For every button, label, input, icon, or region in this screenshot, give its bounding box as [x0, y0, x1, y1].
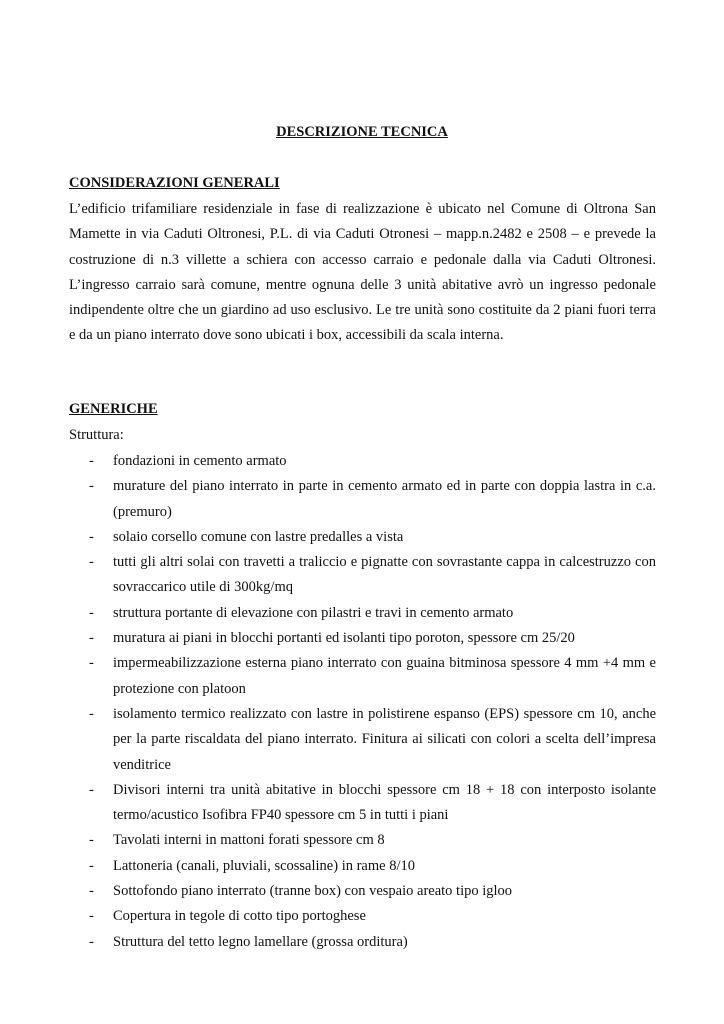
bullet-marker: - — [89, 604, 94, 621]
bullet-marker: - — [89, 883, 94, 900]
structure-bullet-list — [69, 449, 656, 955]
bullet-marker: - — [89, 528, 94, 545]
intro-paragraph: L’edificio trifamiliare residenziale in fase di realizzazione è ubicato nel Comune di Oltrona San Mamette in via Caduti Oltronesi, P.L. di via Caduti Otronesi – mapp.n.2482 e 2508 – e prevede la costruzione di n.3 villette a schiera con accesso carraio e pedonale dalla via Caduti Oltronesi. L’ingresso carraio sarà comune, mentre ognuna delle 3 unità abitative avrò un ingresso pedonale indipendente oltre che un giardino ad uso esclusivo. Le tre unità sono costituite da 2 piani fuori terra e da un piano interrato dove sono ubicati i box, accessibili da scala interna. — [69, 201, 656, 344]
bullet-marker: - — [89, 478, 94, 495]
bullet-marker: - — [89, 908, 94, 925]
list-item-text: Struttura del tetto legno lamellare (grossa orditura) — [113, 933, 408, 950]
list-item-text: Tavolati interni in mattoni forati spessore cm 8 — [113, 832, 385, 849]
section-heading-considerazioni-generali: CONSIDERAZIONI GENERALI — [69, 175, 280, 191]
bullet-marker: - — [89, 453, 94, 469]
list-item-text: Copertura in tegole di cotto tipo portoghese — [113, 908, 366, 925]
list-item — [69, 702, 656, 778]
list-item-text: isolamento termico realizzato con lastre in polistirene espanso (EPS) spessore cm 10, anche per la parte riscaldata del piano interrato. Finitura ai silicati con colori a scelta dell’impresa venditrice — [113, 705, 656, 773]
bullet-marker: - — [89, 857, 94, 874]
list-item — [69, 879, 656, 904]
list-item-text: Lattoneria (canali, pluviali, scossaline) in rame 8/10 — [113, 857, 415, 874]
list-item-text: Divisori interni tra unità abitative in blocchi spessore cm 18 + 18 con interposto isolante termo/acustico Isofibra FP40 spessore cm 5 in tutti i piani — [113, 781, 656, 824]
list-item-text: fondazioni in cemento armato — [113, 453, 287, 469]
list-item — [69, 778, 656, 829]
list-item — [69, 930, 656, 955]
list-item-text: solaio corsello comune con lastre predalles a vista — [113, 528, 404, 545]
list-item — [69, 449, 656, 474]
subheading-struttura: Struttura: — [69, 427, 124, 443]
bullet-marker: - — [89, 832, 94, 849]
list-item-text: impermeabilizzazione esterna piano interrato con guaina bitminosa spessore 4 mm +4 mm e protezione con platoon — [113, 655, 656, 697]
list-item-text: Sottofondo piano interrato (tranne box) con vespaio areato tipo igloo — [113, 883, 513, 900]
bullet-marker: - — [89, 554, 94, 571]
section-heading-generiche: GENERICHE — [69, 401, 158, 417]
list-item — [69, 626, 656, 651]
bullet-marker: - — [89, 933, 94, 950]
list-item-text: muratura ai piani in blocchi portanti ed isolanti tipo poroton, spessore cm 25/20 — [113, 630, 575, 647]
list-item — [69, 651, 656, 702]
list-item — [69, 474, 656, 525]
list-item — [69, 601, 656, 626]
list-item — [69, 904, 656, 929]
list-item-text: murature del piano interrato in parte in cemento armato ed in parte con doppia lastra in c.a. (premuro) — [113, 478, 656, 520]
list-item — [69, 854, 656, 879]
document-title: DESCRIZIONE TECNICA — [276, 124, 448, 140]
list-item — [69, 525, 656, 550]
bullet-marker: - — [89, 655, 94, 672]
list-item-text: struttura portante di elevazione con pilastri e travi in cemento armato — [113, 604, 514, 621]
list-item-text: tutti gli altri solai con travetti a traliccio e pignatte con sovrastante cappa in calcestruzzo con sovraccarico utile di 300kg/mq — [113, 554, 656, 596]
list-item — [69, 828, 656, 853]
bullet-marker: - — [89, 781, 94, 798]
bullet-marker: - — [89, 705, 94, 722]
list-item — [69, 550, 656, 601]
bullet-marker: - — [89, 630, 94, 647]
